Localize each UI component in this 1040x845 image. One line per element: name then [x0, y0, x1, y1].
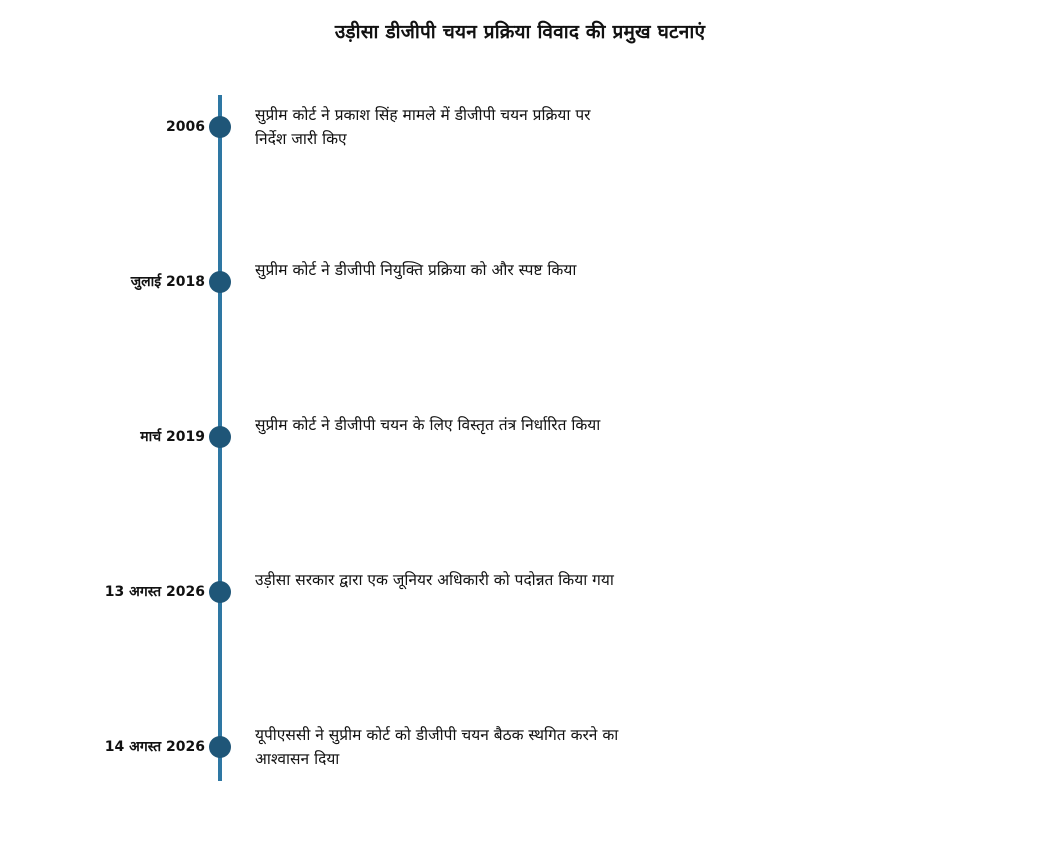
event-date: 13 अगस्त 2026	[104, 584, 205, 600]
event-marker	[209, 581, 231, 603]
event-date: 14 अगस्त 2026	[104, 739, 205, 755]
event-date: 2006	[166, 119, 205, 135]
event-description: सुप्रीम कोर्ट ने प्रकाश सिंह मामले में डीजीपी चयन प्रक्रिया पर निर्देश जारी किए	[255, 106, 591, 148]
event-description: यूपीएससी ने सुप्रीम कोर्ट को डीजीपी चयन बैठक स्थगित करने का आश्वासन दिया	[255, 726, 619, 768]
event-date: मार्च 2019	[140, 429, 205, 445]
event-marker	[209, 116, 231, 138]
event-marker	[209, 426, 231, 448]
event-description: उड़ीसा सरकार द्वारा एक जूनियर अधिकारी को पदोन्नत किया गया	[255, 571, 614, 589]
event-date: जुलाई 2018	[130, 274, 205, 290]
event-description: सुप्रीम कोर्ट ने डीजीपी नियुक्ति प्रक्रिया को और स्पष्ट किया	[255, 261, 577, 279]
timeline-title: उड़ीसा डीजीपी चयन प्रक्रिया विवाद की प्रमुख घटनाएं	[334, 21, 706, 43]
event-marker	[209, 736, 231, 758]
event-marker	[209, 271, 231, 293]
event-description: सुप्रीम कोर्ट ने डीजीपी चयन के लिए विस्तृत तंत्र निर्धारित किया	[255, 416, 601, 434]
